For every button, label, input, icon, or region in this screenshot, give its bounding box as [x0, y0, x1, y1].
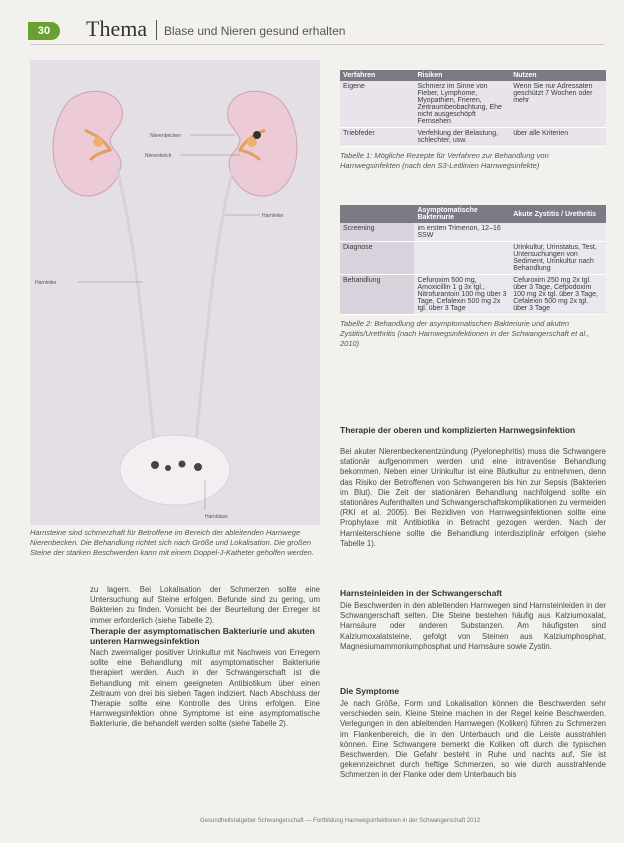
table-cell: über alle Kriterien	[510, 128, 606, 147]
left-kidney	[53, 91, 122, 196]
table-2-caption: Tabelle 2: Behandlung der asymptomatischen Bakteriurie und akuten Zystitis/Urethritis (nach Harnwegsinfektionen in der Schwangerschaft et al., 2010)	[340, 319, 590, 348]
label-nierenbecken: Nierenbecken	[150, 133, 181, 139]
title-divider	[156, 20, 157, 40]
bladder-stone-3	[179, 461, 186, 468]
table-cell: im ersten Trimenon, 12–16 SSW	[414, 223, 510, 242]
table-cell: Cefuroxim 500 mg, Amoxicillin 1 g 3x tgl., Nitrofurantoin 100 mg über 3 Tage, Cefalexin 500 mg 2x tgl. über 3 Tage	[414, 275, 510, 315]
table-2-header	[340, 205, 414, 223]
section-title: Thema	[86, 16, 148, 41]
right-ureter	[195, 160, 235, 450]
figure-caption: Harnsteine sind schmerzhaft für Betroffene im Bereich der ableitenden Harnwege Nierenbecken. Die Behandlung richtet sich nach Größe und Lokalisation. Die großen Steine der starken Beschwerden kann mit einem Doppel-J-Katheter geholfen werden.	[30, 528, 314, 557]
table-cell: Diagnose	[340, 242, 414, 275]
left-heading-1: Therapie der asymptomatischen Bakteriurie und akuten unteren Harnwegsinfektion	[90, 626, 315, 646]
bladder	[120, 435, 230, 505]
page-number: 30	[28, 22, 60, 40]
table-cell: Eigene	[340, 81, 414, 128]
label-harnleiter-right: Harnleiter	[262, 213, 284, 219]
table-cell: Cefuroxim 250 mg 2x tgl. über 3 Tage, Cefpodoxim 100 mg 2x tgl. über 3 Tage, Cefalexin 500 mg 2x tgl. über 3 Tage	[510, 275, 606, 315]
table-row	[340, 128, 606, 147]
bladder-stone-2	[165, 465, 171, 471]
table-2-grid	[340, 205, 606, 315]
table-cell: Wenn Sie nur Adressaten geschützt 7 Wochen oder mehr	[510, 81, 606, 128]
table-cell: Verfehlung der Belastung, schlechter, usw.	[414, 128, 510, 147]
table-row	[340, 223, 606, 242]
left-ureter	[115, 160, 155, 450]
table-cell: Urinkultur, Urinstatus, Test, Untersuchungen von Sediment, Urinkultur nach Behandlung	[510, 242, 606, 275]
right-heading-1: Therapie der oberen und komplizierten Harnwegsinfektion	[340, 425, 576, 435]
label-harnblase: Harnblase	[205, 514, 228, 520]
table-cell: Behandlung	[340, 275, 414, 315]
table-row	[340, 81, 606, 128]
table-cell	[510, 223, 606, 242]
right-heading-2: Harnsteinleiden in der Schwangerschaft	[340, 588, 503, 598]
table-1-header: Nutzen	[510, 70, 606, 81]
right-paragraph-3: Je nach Größe, Form und Lokalisation können die Beschwerden sehr verschieden sein. Kleine Steine machen in der Regel keine Beschwerden. Verlegungen in den ableitenden Harnwegen (Koliken) führen zu Schmerzen im Flankenbereich, die in den Unterbauch und die Leiste ausstrahlen können. Eine Schwangere bemerkt die Koliken oft durch die typischen Beschwerden. Die Gefahr besteht in Ruhe und nachts auf, Sie ist gekennzeichnet durch heftige Schmerzen, so wie durch ausstrahlende Schmerzen in der Flanke oder dem Unterbauch bis	[340, 699, 606, 780]
table-row	[340, 275, 606, 315]
right-paragraph-2: Die Beschwerden in den ableitenden Harnwegen sind Harnsteinleiden in der Schwangerschaft selten. Die Steine bestehen häufig aus Kalziumoxalat, Harnsäure oder anderen Substanzen. Am häufigsten sind Kalziumoxalatsteine, gefolgt von Steinen aus Kalziumphosphat, Magnesiumammoniumphosphat und Harnsäure sowie Zystin.	[340, 601, 606, 651]
table-1-grid	[340, 70, 606, 147]
left-pelvis-dot	[93, 137, 103, 147]
urinary-tract-illustration	[30, 60, 320, 525]
label-harnleiter-left: Harnleiter	[35, 280, 57, 286]
kidney-stone	[253, 131, 261, 139]
right-paragraph-1: Bei akuter Nierenbeckenentzündung (Pyelonephritis) muss die Schwangere stationär aufgenommen werden und eine intravenöse Behandlung bekommen. Neben einer Urinkultur ist eine Blutkultur zu entnehmen, denn das Risiko der Betroffenen von Schwangeren bis hin zur Sepsis (Bakterien im Blut). Die Zeit der stationären Behandlung nachfolgend sollte ein stationäres Aufenthalten und Schwangerschaftskomplikationen zu vermeiden (RKI et al. 2005). Bei Rezidiven von Harnwegsinfektionen sollte eine Prophylaxe mit Antibiotika in Betracht gezogen werden. Nach der Harnleiterschiene sollte die Behandlung interdisziplinär erfolgen (siehe Tabelle 1).	[340, 447, 606, 548]
table-row	[340, 242, 606, 275]
table-1-header: Verfahren	[340, 70, 414, 81]
left-paragraph-1: zu lagern. Bei Lokalisation der Schmerzen sollte eine Untersuchung auf Steine erfolgen. Befunde sind zu gering, um Bakterien zu finden. Vorsicht bei der Beurteilung der Erreger ist immer erforderlich (siehe Tabelle 2).	[90, 585, 320, 625]
table-1-header: Risiken	[414, 70, 510, 81]
left-paragraph-2: Nach zweimaliger positiver Urinkultur mit Nachweis von Erregern sollte eine Behandlung mit asymptomatischer Bakteriurie therapiert werden. Auch in der Schwangerschaft ist die Behandlung mit einem geeigneten Antibiotikum über einen Zeitraum von drei bis sieben Tagen indiziert. Nach Abschluss der Therapie sollte eine Kontrolle des Urins erfolgen. Eine Harnwegsinfektion ohne Symptome ist eine asymptomatische Bakteriurie, die behandelt werden sollte (siehe Tabelle 2).	[90, 648, 320, 729]
bladder-stone-1	[151, 461, 159, 469]
label-nierenkelch: Nierenkelch	[145, 153, 172, 159]
bladder-stone-4	[194, 463, 202, 471]
table-1	[340, 70, 606, 171]
header-rule	[30, 44, 604, 45]
table-cell	[414, 242, 510, 275]
right-heading-3: Die Symptome	[340, 686, 400, 696]
page-subtitle: Blase und Nieren gesund erhalten	[164, 24, 346, 38]
table-1-header-row	[340, 70, 606, 81]
page-footer: Gesundheitsratgeber Schwangerschaft — Fortbildung Harnwegsinfektionen in der Schwangerschaft 2012	[200, 818, 481, 824]
table-2-header: Akute Zystitis / Urethritis	[510, 205, 606, 223]
table-cell: Screening	[340, 223, 414, 242]
table-cell: Triebfeder	[340, 128, 414, 147]
table-1-caption: Tabelle 1: Mögliche Rezepte für Verfahren zur Behandlung von Harnwegsinfekten (nach den S3-Leitlinien Harnwegsinfekte)	[340, 151, 549, 170]
table-cell: Schmerz im Sinne von Fieber, Lymphome, Myopathien, Frieren, Zeitraumbeobachtung, Ehe nicht ausgeschöpft Fernsehen	[414, 81, 510, 128]
table-2	[340, 205, 606, 349]
urinary-tract-drawing	[30, 60, 320, 525]
table-2-header: Asymptomatische Bakteriurie	[414, 205, 510, 223]
table-2-header-row	[340, 205, 606, 223]
right-kidney	[228, 91, 297, 196]
